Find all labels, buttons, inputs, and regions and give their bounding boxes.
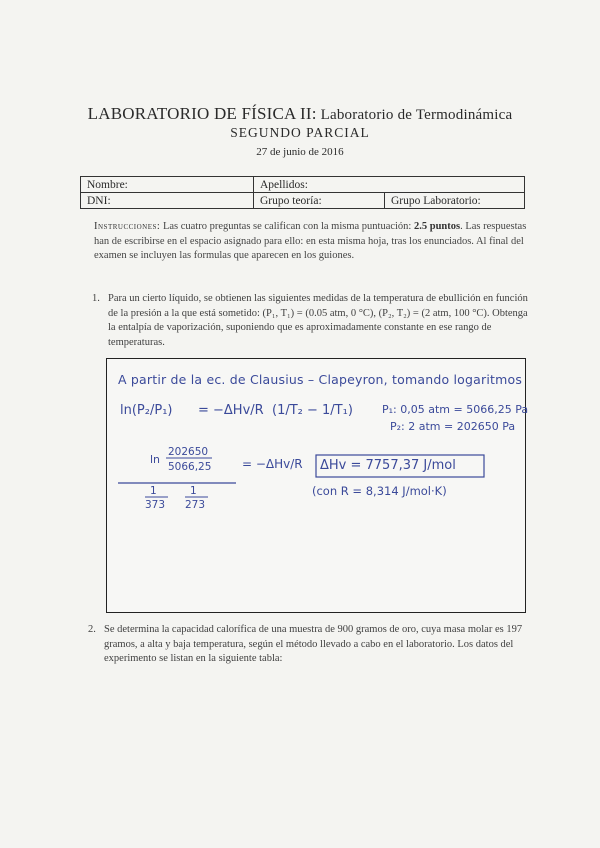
- exam-date: 27 de junio de 2016: [256, 146, 344, 158]
- question-2-text: Se determina la capacidad calorífica de una muestra de 900 gramos de oro, cuya masa molar es 197 gramos, a alta y baja temperatura, según el método llevado a cabo en el laboratorio. Los datos del experimento se listan en la siguiente tabla:: [104, 624, 523, 664]
- frac1-bot: 373: [145, 499, 166, 511]
- num-top: 202650: [168, 446, 209, 458]
- instructions-label: Instrucciones:: [94, 221, 161, 232]
- p1-note: P₁: 0,05 atm = 5066,25 Pa: [382, 403, 529, 416]
- nombre-field[interactable]: Nombre:: [81, 177, 254, 193]
- frac2-bot: 273: [185, 499, 206, 511]
- question-2: [88, 623, 528, 667]
- gas-constant-note: (con R = 8,314 J/mol·K): [312, 484, 447, 498]
- ln-label: ln: [150, 453, 161, 466]
- exam-subtitle: SEGUNDO PARCIAL: [230, 125, 370, 140]
- question-1-number: 1.: [92, 293, 100, 304]
- num-bot: 5066,25: [168, 461, 212, 473]
- title-rest: Laboratorio de Termodinámica: [320, 107, 513, 123]
- instructions-text-a: Las cuatro preguntas se califican con la misma puntuación:: [162, 221, 412, 232]
- question-2-number: 2.: [88, 624, 96, 635]
- eq-lhs: ln(P₂/P₁): [120, 403, 173, 418]
- dni-field[interactable]: DNI:: [81, 193, 254, 209]
- apellidos-field[interactable]: Apellidos:: [254, 177, 525, 193]
- instructions-text-b: . Las respuestas han de escribirse en el espacio asignado para ello: en esta misma hoja, tras los enunciados. Al final del examen se incluyen las formulas que aparecen en los guiones.: [94, 221, 527, 261]
- grupo-teoria-field[interactable]: Grupo teoría:: [254, 193, 385, 209]
- eq-mid: = −ΔHv/R: [198, 403, 264, 418]
- p2-note: P₂: 2 atm = 202650 Pa: [390, 420, 516, 433]
- frac2-top: 1: [190, 485, 197, 497]
- eq-paren: (1/T₂ − 1/T₁): [272, 403, 353, 418]
- instructions-points-word: puntos: [429, 221, 461, 232]
- eq2-mid: = −ΔHv/R: [242, 457, 303, 471]
- instructions-points: 2.5: [413, 221, 428, 232]
- result: ΔHv = 7757,37 J/mol: [320, 458, 456, 473]
- frac1-top: 1: [150, 485, 157, 497]
- question-1-text: Para un cierto líquido, se obtienen las siguientes medidas de la temperatura de ebullición en función de la presión a la que está sometido: (P₁, T₁) = (0.05 atm, 0 °C), (P₂, T₂) = (2 atm, 100 °C). Obtenga la entalpía de vaporización, suponiendo que es aproximadamente constante en ese rango de temperaturas.: [108, 293, 528, 348]
- handwritten-line-1: A partir de la ec. de Clausius – Clapeyron, tomando logaritmos: [118, 372, 523, 387]
- grupo-laboratorio-field[interactable]: Grupo Laboratorio:: [385, 193, 525, 209]
- title-lead: LABORATORIO DE FÍSICA II:: [87, 104, 317, 123]
